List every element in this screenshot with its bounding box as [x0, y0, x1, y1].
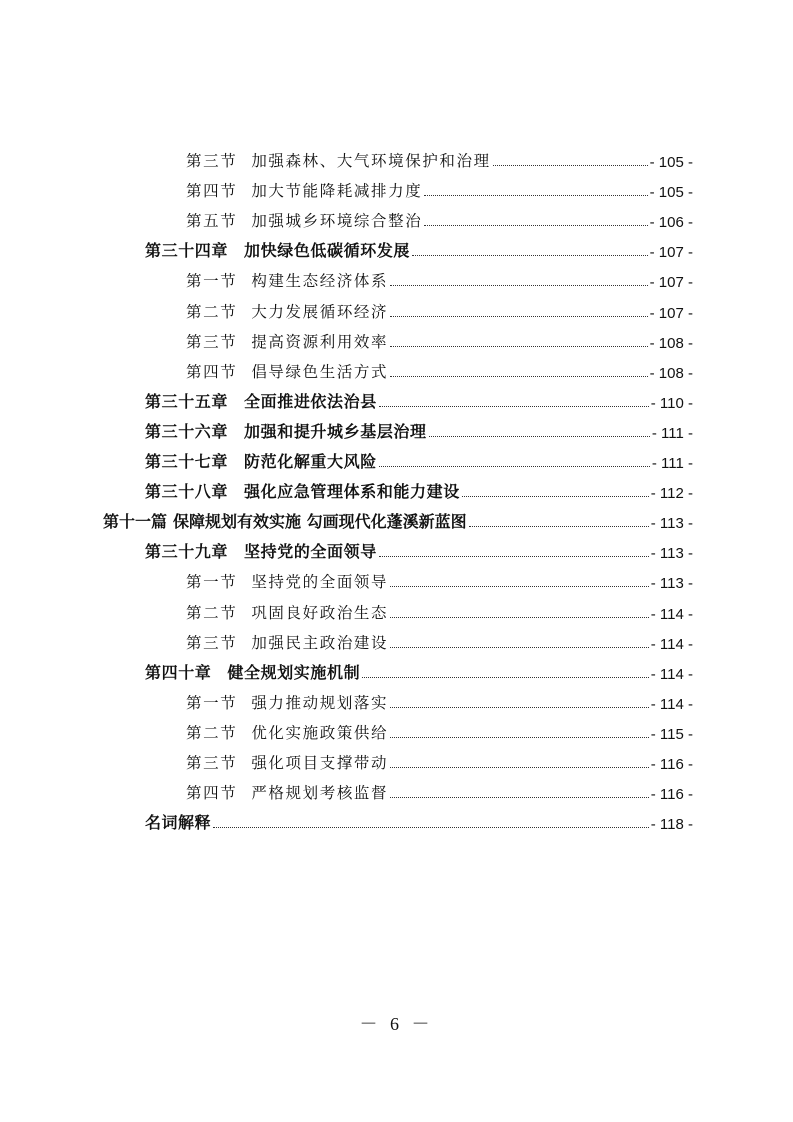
toc-entry-number: 第五节	[186, 212, 238, 231]
toc-dot-leader	[390, 376, 648, 377]
toc-entry-page: - 111 -	[651, 455, 693, 472]
toc-entry-title: 坚持党的全面领导	[244, 542, 377, 562]
toc-entry[interactable]	[186, 145, 693, 171]
toc-dot-leader	[390, 767, 649, 768]
toc-entry-page: - 113 -	[650, 515, 693, 533]
toc-entry[interactable]	[186, 205, 693, 231]
toc-entry-page: - 108 -	[649, 334, 693, 352]
toc-entry-number: 第四节	[186, 182, 238, 201]
toc-entry-title: 大力发展循环经济	[251, 302, 389, 321]
toc-entry[interactable]	[145, 807, 693, 833]
toc-entry-title: 保障规划有效实施 勾画现代化蓬溪新蓝图	[173, 512, 467, 532]
toc-entry-page: - 110 -	[650, 394, 693, 412]
toc-entry-title: 巩固良好政治生态	[251, 603, 389, 622]
toc-entry[interactable]	[186, 747, 693, 773]
toc-entry-number: 第三节	[186, 754, 238, 772]
toc-entry-page: - 107 -	[649, 274, 693, 292]
toc-entry-number: 第一节	[186, 573, 238, 592]
toc-dot-leader	[493, 165, 648, 166]
toc-entry[interactable]	[186, 777, 693, 803]
toc-entry-page: - 114 -	[650, 605, 693, 623]
toc-entry[interactable]	[145, 657, 693, 683]
toc-entry-title: 加强民主政治建设	[251, 633, 389, 652]
toc-entry-page: - 111 -	[651, 424, 693, 442]
toc-entry[interactable]	[186, 326, 693, 352]
toc-entry-number: 第三十四章	[145, 241, 229, 261]
toc-entry[interactable]	[186, 566, 693, 592]
toc-entry[interactable]	[186, 296, 693, 322]
toc-entry[interactable]	[186, 627, 693, 653]
toc-entry-title: 强化项目支撑带动	[251, 754, 389, 772]
toc-entry-title: 加快绿色低碳循环发展	[244, 241, 411, 261]
toc-entry[interactable]	[186, 175, 693, 201]
toc-entry-page: - 114 -	[650, 695, 693, 713]
toc-entry-page: - 112 -	[650, 485, 693, 503]
toc-entry-page: - 115 -	[650, 725, 693, 743]
toc-entry[interactable]	[186, 717, 693, 743]
toc-entry-number: 第二节	[186, 603, 238, 622]
toc-entry[interactable]	[186, 356, 693, 382]
toc-dot-leader	[390, 707, 649, 708]
toc-entry-title: 强化应急管理体系和能力建设	[244, 482, 460, 502]
toc-entry-page: - 105 -	[649, 184, 693, 202]
toc-entry-page: - 106 -	[649, 214, 693, 232]
toc-entry-page: - 118 -	[650, 816, 693, 834]
toc-dot-leader	[424, 195, 647, 196]
toc-dot-leader	[390, 586, 649, 587]
toc-dot-leader	[379, 556, 649, 557]
toc-entry-page: - 114 -	[650, 635, 693, 653]
toc-entry-title: 倡导绿色生活方式	[251, 362, 389, 381]
toc-entry-page: - 108 -	[649, 364, 693, 382]
toc-entry-number: 第一节	[186, 693, 238, 712]
toc-entry[interactable]	[145, 476, 693, 502]
toc-entry-page: - 116 -	[650, 756, 693, 773]
toc-entry[interactable]	[103, 506, 693, 532]
toc-dot-leader	[390, 346, 648, 347]
toc-entry-title: 提高资源利用效率	[251, 332, 389, 351]
toc-dot-leader	[424, 225, 647, 226]
page-number: － 6 －	[359, 1014, 434, 1034]
toc-entry-title: 严格规划考核监督	[251, 784, 389, 803]
toc-entry-page: - 116 -	[650, 786, 693, 804]
toc-entry-number: 第二节	[186, 723, 238, 742]
toc-dot-leader	[390, 647, 649, 648]
toc-entry[interactable]	[145, 416, 693, 442]
toc-dot-leader	[390, 617, 649, 618]
toc-dot-leader	[390, 316, 648, 317]
toc-entry-number: 第三十六章	[145, 421, 229, 441]
toc-entry-title: 优化实施政策供给	[251, 723, 389, 742]
toc-entry-title: 坚持党的全面领导	[251, 573, 389, 592]
toc-dot-leader	[390, 797, 649, 798]
toc-dot-leader	[379, 466, 650, 467]
toc-entry-title: 名词解释	[145, 813, 212, 833]
toc-entry-title: 加大节能降耗减排力度	[251, 182, 423, 201]
toc-dot-leader	[469, 526, 649, 527]
toc-entry[interactable]	[186, 265, 693, 291]
toc-entry-number: 第三节	[186, 152, 238, 170]
toc-entry[interactable]	[186, 597, 693, 623]
toc-entry-title: 防范化解重大风险	[244, 452, 377, 471]
toc-entry-number: 第二节	[186, 302, 238, 321]
toc-entry[interactable]	[145, 446, 693, 472]
toc-entry-page: - 113 -	[650, 545, 693, 563]
toc-entry-number: 第十一篇	[103, 512, 168, 532]
toc-dot-leader	[379, 406, 649, 407]
toc-entry[interactable]	[145, 386, 693, 412]
toc-entry-title: 构建生态经济体系	[251, 272, 389, 291]
toc-dot-leader	[412, 255, 648, 256]
toc-dot-leader	[213, 827, 649, 828]
toc-entry[interactable]	[186, 687, 693, 713]
toc-entry-number: 第四节	[186, 784, 238, 803]
toc-dot-leader	[429, 436, 650, 437]
toc-dot-leader	[390, 737, 649, 738]
toc-entry-title: 加强城乡环境综合整治	[251, 212, 423, 231]
toc-entry-number: 第四十章	[145, 662, 212, 682]
toc-dot-leader	[390, 285, 648, 286]
toc-entry[interactable]	[145, 536, 693, 562]
toc-entry-page: - 105 -	[649, 154, 693, 171]
toc-entry[interactable]	[145, 235, 693, 261]
toc-entry-title: 强力推动规划落实	[251, 693, 389, 712]
toc-entry-page: - 107 -	[649, 304, 693, 322]
toc-entry-number: 第三节	[186, 633, 238, 652]
toc-entry-page: - 114 -	[650, 665, 693, 683]
toc-dot-leader	[362, 677, 649, 678]
toc-entry-number: 第三十五章	[145, 391, 229, 411]
toc-entry-number: 第三十七章	[145, 452, 229, 471]
toc-entry-page: - 107 -	[649, 244, 693, 262]
toc-entry-title: 加强森林、大气环境保护和治理	[251, 152, 491, 170]
toc-dot-leader	[462, 496, 649, 497]
toc-entry-number: 第三节	[186, 332, 238, 351]
toc-entry-title: 加强和提升城乡基层治理	[244, 421, 427, 441]
toc-entry-title: 健全规划实施机制	[227, 662, 361, 682]
toc-entry-number: 第三十九章	[145, 542, 229, 562]
toc-entry-title: 全面推进依法治县	[244, 391, 377, 411]
toc-entry-page: - 113 -	[650, 575, 693, 593]
toc-entry-number: 第一节	[186, 272, 238, 291]
toc-entry-number: 第三十八章	[145, 482, 229, 502]
toc-entry-number: 第四节	[186, 362, 238, 381]
